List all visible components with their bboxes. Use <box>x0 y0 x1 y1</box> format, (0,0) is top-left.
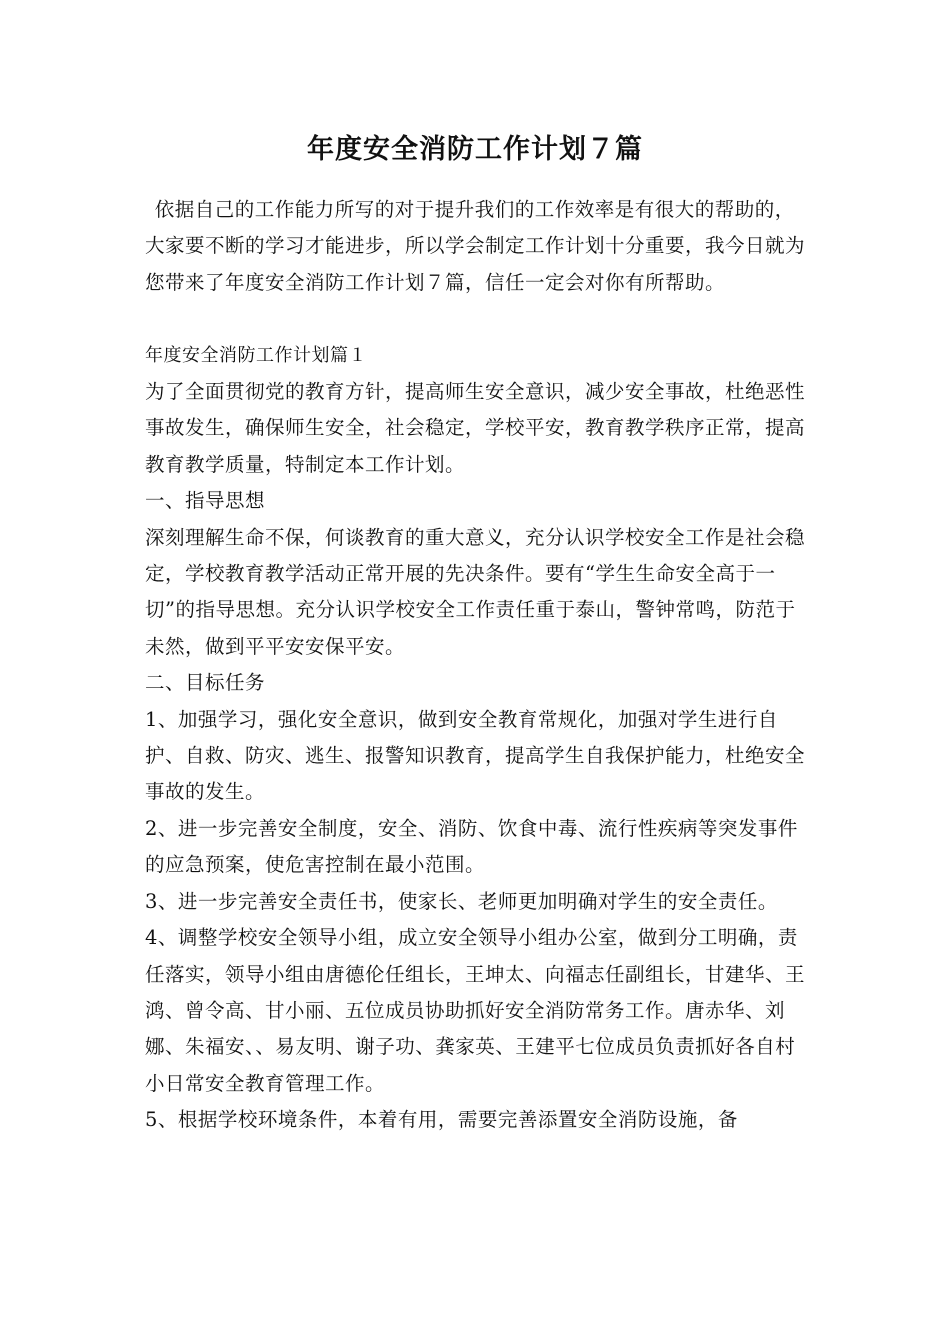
intro-paragraph: 依据自己的工作能力所写的对于提升我们的工作效率是有很大的帮助的，大家要不断的学习才能进步，所以学会制定工作计划十分重要，我今日就为您带来了年度安全消防工作计划７篇，信任一定会对你有所帮助。 <box>145 198 806 294</box>
list-item: 2、进一步完善安全制度，安全、消防、饮食中毒、流行性疾病等突发事件的应急预案，使危害控制在最小范围。 <box>145 816 798 877</box>
document-title: 年度安全消防工作计划７篇 <box>307 134 643 165</box>
heading-goals-tasks: 二、目标任务 <box>145 671 266 695</box>
list-item: 4、调整学校安全领导小组，成立安全领导小组办公室，做到分工明确，责任落实，领导小组由唐德伦任组长，王坤太、向福志任副组长，甘建华、王鸿、曾令高、甘小丽、五位成员协助抓好安全消防常务工作。唐赤华、刘娜、朱福安、、易友明、谢子功、龚家英、王建平七位成员负责抓好各自村小日常安全教育管理工作。 <box>145 926 806 1095</box>
list-item: 3、进一步完善安全责任书，使家长、老师更加明确对学生的安全责任。 <box>145 889 778 913</box>
list-item: 5、根据学校环境条件，本着有用，需要完善添置安全消防设施，备 <box>145 1108 738 1132</box>
body-paragraph: 深刻理解生命不保，何谈教育的重大意义，充分认识学校安全工作是社会稳定，学校教育教学活动正常开展的先决条件。要有“学生生命安全高于一切”的指导思想。充分认识学校安全工作责任重于泰山，警钟常鸣，防范于未然，做到平平安安保平安。 <box>145 525 806 658</box>
document-body <box>145 192 805 1139</box>
blank-line <box>145 301 805 337</box>
list-item: 1、加强学习，强化安全意识，做到安全教育常规化，加强对学生进行自护、自救、防灾、逃生、报警知识教育，提高学生自我保护能力，杜绝安全事故的发生。 <box>145 707 806 804</box>
body-paragraph: 为了全面贯彻党的教育方针，提高师生安全意识，减少安全事故，杜绝恶性事故发生，确保师生安全，社会稳定，学校平安，教育教学秩序正常，提高教育教学质量，特制定本工作计划。 <box>145 380 806 476</box>
heading-guiding-ideology: 一、指导思想 <box>145 489 266 513</box>
section-title: 年度安全消防工作计划篇１ <box>145 344 367 366</box>
